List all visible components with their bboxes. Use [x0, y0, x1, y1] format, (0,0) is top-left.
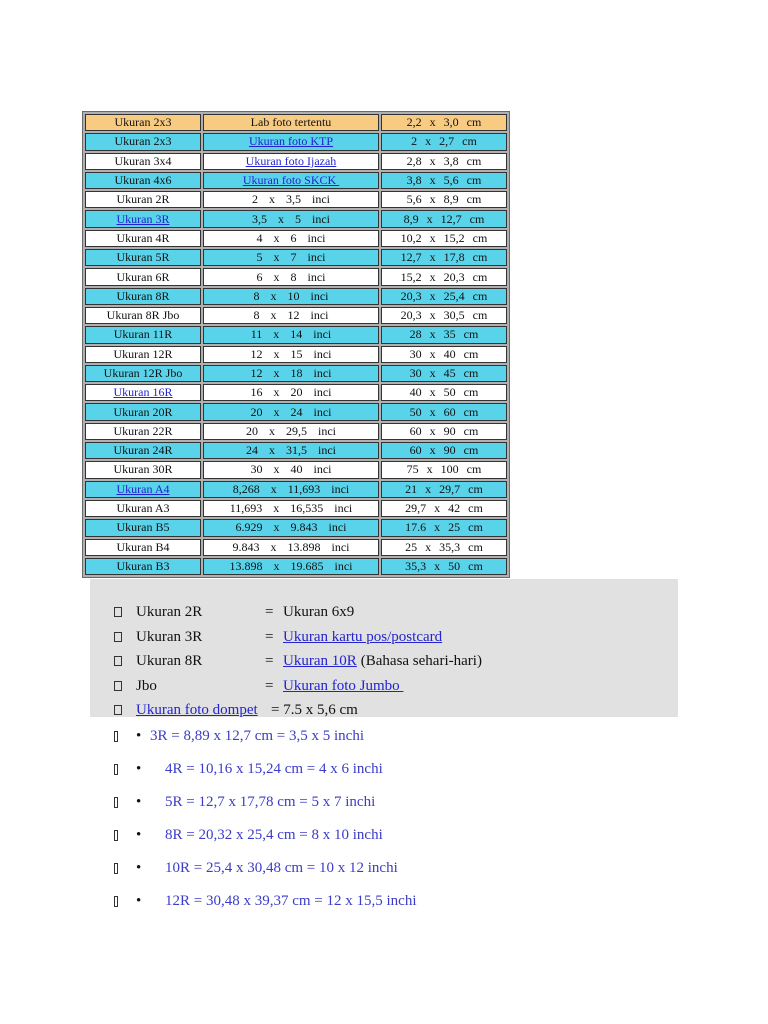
table-row [85, 288, 507, 305]
missing-glyph-icon [114, 731, 118, 742]
dimension-cm: 30 x 40 cm [409, 346, 479, 361]
size-name: Ukuran 5R [116, 250, 170, 265]
table-row [85, 210, 507, 227]
dimension-cell [381, 346, 507, 363]
equivalence-value: Ukuran 6x9 [283, 604, 355, 620]
description-cell [203, 114, 379, 131]
description-cell [203, 365, 379, 382]
description-cell [203, 519, 379, 536]
table-row [85, 346, 507, 363]
description-cell [203, 133, 379, 150]
size-cell [85, 384, 201, 401]
dimension-inch: 9.843 x 13.898 inci [232, 539, 350, 554]
equivalence-term: Ukuran 3R [136, 628, 203, 645]
dimension-inch: 20 x 29,5 inci [246, 423, 336, 438]
description-cell [203, 403, 379, 420]
table-row [85, 423, 507, 440]
size-name: Ukuran 2x3 [114, 134, 172, 149]
dimension-cell [381, 288, 507, 305]
size-cell [85, 288, 201, 305]
dimension-cell [381, 481, 507, 498]
size-cell [85, 519, 201, 536]
equals-sign: = [265, 628, 274, 645]
list-item [90, 625, 678, 650]
photo-size-table [82, 111, 510, 578]
description-cell [203, 249, 379, 266]
dimension-cell [381, 461, 507, 478]
bullet: • [136, 761, 142, 777]
dimension-cell [381, 249, 507, 266]
dimension-cm: 2,8 x 3,8 cm [406, 153, 482, 168]
table-row [85, 519, 507, 536]
size-name: Ukuran B5 [116, 520, 170, 535]
table-row [85, 481, 507, 498]
dimension-cell [381, 326, 507, 343]
bullet: • [136, 728, 142, 744]
description-cell [203, 326, 379, 343]
dimension-cell [381, 153, 507, 170]
description-cell [203, 481, 379, 498]
dimension-cell [381, 114, 507, 131]
list-item [0, 819, 768, 852]
table-row [85, 500, 507, 517]
dimension-cell [381, 172, 507, 189]
size-cell [85, 500, 201, 517]
dimension-cm: 8,9 x 12,7 cm [403, 211, 485, 226]
equivalence-note: (Bahasa sehari-hari) [360, 653, 482, 669]
size-cell [85, 191, 201, 208]
size-name: Ukuran 11R [113, 327, 173, 342]
dimension-cm: 40 x 50 cm [409, 385, 479, 400]
wallet-size-link[interactable]: Ukuran foto dompet [136, 702, 258, 718]
dimension-cm: 25 x 35,3 cm [405, 539, 483, 554]
size-cell [85, 403, 201, 420]
list-item [90, 600, 678, 625]
dimension-inch: 5 x 7 inci [256, 250, 326, 265]
conversion-list [0, 720, 768, 918]
dimension-inch: 11 x 14 inci [250, 327, 332, 342]
dimension-inch: 6.929 x 9.843 inci [235, 520, 347, 535]
conversion-text: 10R = 25,4 x 30,48 cm = 10 x 12 inchi [165, 860, 398, 876]
dimension-cell [381, 230, 507, 247]
description-cell [203, 539, 379, 556]
dimension-cell [381, 442, 507, 459]
size-name: Ukuran 30R [113, 462, 173, 477]
table-row [85, 461, 507, 478]
list-item [0, 852, 768, 885]
table-row [85, 365, 507, 382]
equivalence-term: Ukuran 8R [136, 653, 203, 669]
description-cell [203, 461, 379, 478]
description-cell [203, 191, 379, 208]
conversion-text: 8R = 20,32 x 25,4 cm = 8 x 10 inchi [165, 827, 383, 843]
equivalence-term [136, 698, 258, 723]
size-equivalence-list [90, 600, 678, 723]
bullet: • [136, 860, 142, 876]
table-row [85, 403, 507, 420]
list-item [0, 885, 768, 918]
table-row [85, 326, 507, 343]
dimension-cell [381, 519, 507, 536]
conversion-text: 12R = 30,48 x 39,37 cm = 12 x 15,5 inchi [165, 893, 417, 909]
dimension-cell [381, 384, 507, 401]
dimension-cm: 12,7 x 17,8 cm [400, 250, 488, 265]
missing-glyph-icon [114, 764, 118, 775]
missing-glyph-icon [114, 607, 122, 617]
description-cell [203, 500, 379, 517]
description-text: Lab foto tertentu [250, 115, 332, 130]
dimension-cm: 5,6 x 8,9 cm [406, 192, 482, 207]
table-row [85, 172, 507, 189]
size-cell [85, 230, 201, 247]
dimension-inch: 11,693 x 16,535 inci [229, 501, 353, 516]
dimension-cell [381, 403, 507, 420]
postcard-size-link[interactable]: Ukuran kartu pos/postcard [283, 628, 443, 645]
table-row [85, 153, 507, 170]
table-row [85, 442, 507, 459]
equivalence-value [283, 649, 482, 674]
size-cell [85, 114, 201, 131]
dimension-inch: 8 x 12 inci [253, 308, 329, 323]
size-equivalence-panel [90, 579, 678, 717]
dimension-cm: 60 x 90 cm [409, 443, 479, 458]
equivalence-term: Ukuran 2R [136, 604, 203, 620]
equals-sign: = [265, 677, 274, 694]
size-name: Ukuran 22R [113, 423, 173, 438]
description-cell [203, 230, 379, 247]
dimension-cell [381, 268, 507, 285]
dimension-cm: 20,3 x 30,5 cm [400, 308, 488, 323]
dimension-cm: 28 x 35 cm [409, 327, 479, 342]
size-cell [85, 539, 201, 556]
dimension-cell [381, 307, 507, 324]
dimension-inch: 12 x 15 inci [250, 346, 332, 361]
description-cell [203, 268, 379, 285]
dimension-cm: 10,2 x 15,2 cm [400, 230, 488, 245]
size-name: Ukuran 6R [116, 269, 170, 284]
dimension-cell [381, 210, 507, 227]
size-name-link[interactable]: Ukuran A4 [116, 481, 170, 496]
list-item [90, 649, 678, 674]
equivalence-value [283, 625, 442, 650]
dimension-inch: 8,268 x 11,693 inci [232, 481, 350, 496]
missing-glyph-icon [114, 632, 122, 642]
description-cell [203, 288, 379, 305]
description-cell [203, 442, 379, 459]
list-item [0, 753, 768, 786]
dimension-inch: 20 x 24 inci [250, 404, 332, 419]
dimension-cm: 2 x 2,7 cm [411, 134, 477, 149]
dimension-cm: 20,3 x 25,4 cm [400, 288, 488, 303]
size-10r-link[interactable]: Ukuran 10R [283, 653, 357, 669]
size-cell [85, 461, 201, 478]
photo-size-link[interactable]: Ukuran foto SKCK [242, 173, 340, 188]
photo-size-link[interactable]: Ukuran foto Ijazah [245, 153, 337, 168]
dimension-inch: 24 x 31,5 inci [246, 443, 336, 458]
size-name: Ukuran 2R [116, 192, 170, 207]
missing-glyph-icon [114, 705, 122, 715]
table-row [85, 114, 507, 131]
conversion-text: 5R = 12,7 x 17,78 cm = 5 x 7 inchi [165, 794, 376, 810]
photo-size-link[interactable]: Ukuran foto KTP [249, 134, 333, 149]
size-name-link[interactable]: Ukuran 16R [113, 385, 173, 400]
description-cell [203, 346, 379, 363]
dimension-inch: 16 x 20 inci [250, 385, 332, 400]
size-name: Ukuran 4R [116, 230, 170, 245]
size-cell [85, 133, 201, 150]
table-row [85, 539, 507, 556]
jumbo-size-link[interactable]: Ukuran foto Jumbo [283, 677, 404, 694]
dimension-cm: 29,7 x 42 cm [405, 501, 483, 516]
dimension-cm: 3,8 x 5,6 cm [406, 173, 482, 188]
size-name: Ukuran 24R [113, 443, 173, 458]
dimension-cell [381, 133, 507, 150]
table-row [85, 558, 507, 575]
dimension-cm: 75 x 100 cm [406, 462, 482, 477]
size-name: Ukuran B3 [116, 558, 170, 573]
size-name: Ukuran A3 [116, 501, 170, 516]
dimension-cell [381, 423, 507, 440]
size-cell [85, 423, 201, 440]
list-item [0, 720, 768, 753]
size-cell [85, 326, 201, 343]
size-name: Ukuran 3x4 [114, 153, 172, 168]
dimension-cm: 30 x 45 cm [409, 366, 479, 380]
dimension-cell [381, 191, 507, 208]
missing-glyph-icon [114, 896, 118, 907]
list-item [90, 674, 678, 699]
size-cell [85, 210, 201, 227]
dimension-cm: 50 x 60 cm [409, 404, 479, 419]
size-cell [85, 442, 201, 459]
size-cell [85, 558, 201, 575]
size-cell [85, 172, 201, 189]
list-item [90, 698, 678, 723]
dimension-cell [381, 500, 507, 517]
missing-glyph-icon [114, 830, 118, 841]
description-cell [203, 307, 379, 324]
size-name-link[interactable]: Ukuran 3R [116, 211, 170, 226]
equals-sign: = [265, 653, 274, 669]
dimension-cell [381, 558, 507, 575]
missing-glyph-icon [114, 681, 122, 691]
size-cell [85, 481, 201, 498]
size-cell [85, 307, 201, 324]
size-name: Ukuran 20R [113, 404, 173, 419]
dimension-cm: 21 x 29,7 cm [405, 481, 483, 496]
dimension-cm: 15,2 x 20,3 cm [400, 269, 488, 284]
bullet: • [136, 794, 142, 810]
description-cell [203, 153, 379, 170]
dimension-inch: 2 x 3,5 inci [252, 192, 330, 207]
dimension-inch: 13.898 x 19.685 inci [229, 558, 353, 573]
dimension-inch: 3,5 x 5 inci [252, 211, 330, 226]
table-row [85, 133, 507, 150]
equivalence-term: Jbo [136, 677, 157, 694]
size-name: Ukuran B4 [116, 539, 170, 554]
bullet: • [136, 893, 142, 909]
conversion-text: 3R = 8,89 x 12,7 cm = 3,5 x 5 inchi [150, 728, 364, 744]
dimension-cm: 17.6 x 25 cm [405, 520, 483, 535]
equivalence-value: = 7.5 x 5,6 cm [271, 702, 358, 718]
dimension-inch: 30 x 40 inci [250, 462, 332, 477]
size-name: Ukuran 12R [113, 346, 173, 361]
conversion-text: 4R = 10,16 x 15,24 cm = 4 x 6 inchi [165, 761, 383, 777]
size-cell [85, 153, 201, 170]
description-cell [203, 558, 379, 575]
size-cell [85, 249, 201, 266]
dimension-inch: 12 x 18 inci [250, 366, 332, 380]
bullet: • [136, 827, 142, 843]
description-cell [203, 210, 379, 227]
dimension-inch: 8 x 10 inci [253, 288, 329, 303]
size-name: Ukuran 8R [116, 288, 170, 303]
missing-glyph-icon [114, 797, 118, 808]
description-cell [203, 172, 379, 189]
dimension-inch: 4 x 6 inci [256, 230, 326, 245]
table-row [85, 249, 507, 266]
dimension-cell [381, 365, 507, 382]
table-row [85, 384, 507, 401]
dimension-cell [381, 539, 507, 556]
dimension-cm: 35,3 x 50 cm [405, 558, 483, 573]
description-cell [203, 384, 379, 401]
size-name: Ukuran 2x3 [114, 115, 172, 130]
size-name: Ukuran 8R Jbo [106, 308, 180, 323]
description-cell [203, 423, 379, 440]
table-row [85, 230, 507, 247]
dimension-cm: 2,2 x 3,0 cm [406, 115, 482, 130]
list-item [0, 786, 768, 819]
size-cell [85, 365, 201, 382]
missing-glyph-icon [114, 863, 118, 874]
size-name: Ukuran 4x6 [114, 173, 172, 188]
table-row [85, 191, 507, 208]
size-cell [85, 268, 201, 285]
dimension-cm: 60 x 90 cm [409, 423, 479, 438]
equivalence-value [283, 674, 403, 699]
size-name: Ukuran 12R Jbo [103, 366, 183, 380]
table-row [85, 268, 507, 285]
dimension-inch: 6 x 8 inci [256, 269, 326, 284]
missing-glyph-icon [114, 656, 122, 666]
equals-sign: = [265, 604, 274, 620]
size-cell [85, 346, 201, 363]
table-row [85, 307, 507, 324]
